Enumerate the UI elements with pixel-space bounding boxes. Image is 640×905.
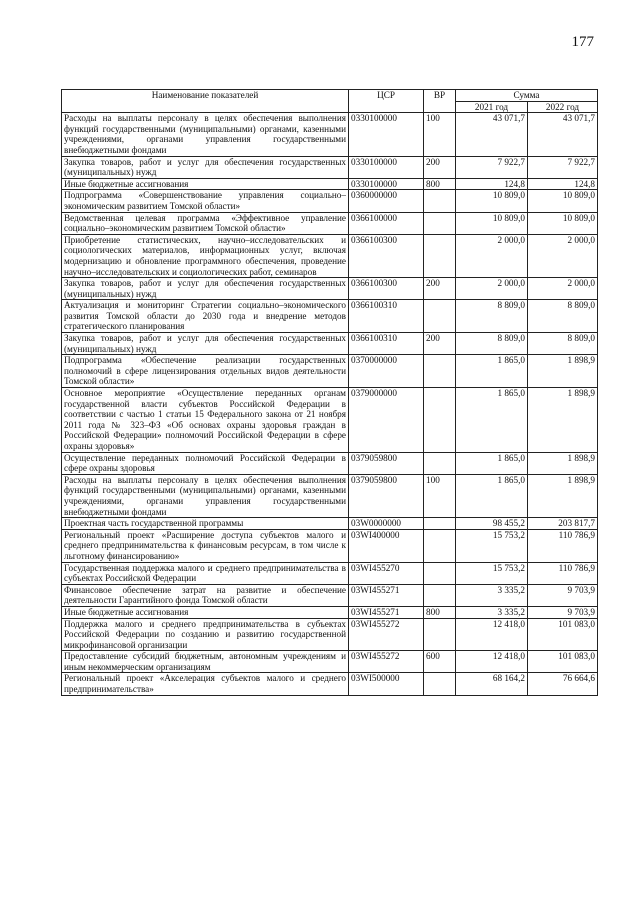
cell-sum-2022: 10 809,0 xyxy=(528,212,598,234)
cell-sum-2022: 9 703,9 xyxy=(528,606,598,618)
cell-vr: 200 xyxy=(424,278,456,300)
table-body xyxy=(62,113,598,695)
cell-csr: 03W0000000 xyxy=(349,518,424,530)
table-row xyxy=(62,234,598,277)
table-row xyxy=(62,529,598,562)
table-row xyxy=(62,113,598,156)
cell-sum-2022: 2 000,0 xyxy=(528,278,598,300)
cell-sum-2021: 15 753,2 xyxy=(456,529,528,562)
table-row xyxy=(62,212,598,234)
cell-sum-2022: 1 898,9 xyxy=(528,474,598,517)
cell-csr: 03WI455271 xyxy=(349,584,424,606)
page-number: 177 xyxy=(571,34,594,50)
cell-csr: 03WI455272 xyxy=(349,651,424,673)
table-row xyxy=(62,452,598,474)
table-header-row xyxy=(62,90,598,102)
column-header-2021: 2021 год xyxy=(456,101,528,113)
cell-csr: 0370000000 xyxy=(349,355,424,388)
cell-sum-2022: 8 809,0 xyxy=(528,333,598,355)
cell-sum-2022: 1 898,9 xyxy=(528,452,598,474)
table-row xyxy=(62,388,598,453)
table-row xyxy=(62,651,598,673)
cell-sum-2022: 203 817,7 xyxy=(528,518,598,530)
table-row xyxy=(62,474,598,517)
cell-csr: 0366100000 xyxy=(349,212,424,234)
cell-name: Закупка товаров, работ и услуг для обеспечения государственных (муниципальных) нужд xyxy=(62,278,349,300)
cell-name: Основное мероприятие «Осуществление переданных органам государственной власти субъектов Российской Федерации в соответствии с частью 1 статьи 15 Федерального закона от 21 ноября 2011 года № 323–ФЗ «Об основах охраны здоровья граждан в Российской Федерации» полномочий Российской Федерации в сфере охраны здоровья» xyxy=(62,388,349,453)
cell-vr: 800 xyxy=(424,178,456,190)
table-row xyxy=(62,178,598,190)
cell-name: Расходы на выплаты персоналу в целях обеспечения выполнения функций государственными (муниципальными) органами, казенными учреждениями, органами управления государственными внебюджетными фондами xyxy=(62,474,349,517)
column-header-2022: 2022 год xyxy=(528,101,598,113)
cell-sum-2021: 12 418,0 xyxy=(456,651,528,673)
table-row xyxy=(62,562,598,584)
budget-table xyxy=(61,89,598,696)
cell-name: Региональный проект «Акселерация субъектов малого и среднего предпринимательства» xyxy=(62,673,349,695)
cell-name: Приобретение статистических, научно–исследовательских и социологических материалов, информационных услуг, включая модернизацию и обновление программного обеспечения, проведение научно–исследовательских и социологических работ, семинаров xyxy=(62,234,349,277)
cell-name: Государственная поддержка малого и среднего предпринимательства в субъектах Российской Федерации xyxy=(62,562,349,584)
cell-csr: 03WI400000 xyxy=(349,529,424,562)
cell-sum-2022: 1 898,9 xyxy=(528,355,598,388)
cell-sum-2021: 2 000,0 xyxy=(456,234,528,277)
cell-csr: 0366100310 xyxy=(349,333,424,355)
cell-sum-2021: 2 000,0 xyxy=(456,278,528,300)
cell-vr xyxy=(424,355,456,388)
cell-name: Расходы на выплаты персоналу в целях обеспечения выполнения функций государственными (муниципальными) органами, казенными учреждениями, органами управления государственными внебюджетными фондами xyxy=(62,113,349,156)
table-row xyxy=(62,278,598,300)
cell-vr: 800 xyxy=(424,606,456,618)
cell-sum-2022: 110 786,9 xyxy=(528,529,598,562)
cell-name: Региональный проект «Расширение доступа субъектов малого и среднего предпринимательства к финансовым ресурсам, в том числе к льготному финансированию» xyxy=(62,529,349,562)
cell-vr xyxy=(424,452,456,474)
cell-vr: 200 xyxy=(424,333,456,355)
cell-sum-2021: 1 865,0 xyxy=(456,355,528,388)
cell-name: Подпрограмма «Совершенствование управления социально–экономическим развитием Томской области» xyxy=(62,190,349,212)
cell-sum-2022: 10 809,0 xyxy=(528,190,598,212)
cell-csr: 0379059800 xyxy=(349,474,424,517)
cell-name: Предоставление субсидий бюджетным, автономным учреждениям и иным некоммерческим организациям xyxy=(62,651,349,673)
cell-sum-2022: 101 083,0 xyxy=(528,651,598,673)
cell-vr xyxy=(424,190,456,212)
cell-sum-2021: 7 922,7 xyxy=(456,156,528,178)
cell-name: Подпрограмма «Обеспечение реализации государственных полномочий в сфере лицензирования отдельных видов деятельности Томской области» xyxy=(62,355,349,388)
table-row xyxy=(62,355,598,388)
cell-vr xyxy=(424,388,456,453)
cell-vr xyxy=(424,562,456,584)
table-row xyxy=(62,518,598,530)
cell-csr: 0330100000 xyxy=(349,156,424,178)
cell-sum-2022: 101 083,0 xyxy=(528,618,598,651)
cell-sum-2022: 2 000,0 xyxy=(528,234,598,277)
cell-sum-2021: 3 335,2 xyxy=(456,584,528,606)
cell-sum-2021: 68 164,2 xyxy=(456,673,528,695)
cell-sum-2021: 1 865,0 xyxy=(456,452,528,474)
cell-sum-2022: 1 898,9 xyxy=(528,388,598,453)
cell-sum-2021: 3 335,2 xyxy=(456,606,528,618)
cell-name: Иные бюджетные ассигнования xyxy=(62,178,349,190)
table-row xyxy=(62,618,598,651)
cell-sum-2022: 124,8 xyxy=(528,178,598,190)
cell-sum-2022: 8 809,0 xyxy=(528,300,598,333)
cell-name: Иные бюджетные ассигнования xyxy=(62,606,349,618)
table-row xyxy=(62,190,598,212)
cell-csr: 03WI500000 xyxy=(349,673,424,695)
cell-name: Финансовое обеспечение затрат на развитие и обеспечение деятельности Гарантийного фонда Томской области xyxy=(62,584,349,606)
cell-sum-2022: 110 786,9 xyxy=(528,562,598,584)
cell-vr xyxy=(424,212,456,234)
cell-name: Поддержка малого и среднего предпринимательства в субъектах Российской Федерации по созданию и развитию государственной микрофинансовой организации xyxy=(62,618,349,651)
column-header-csr: ЦСР xyxy=(349,90,424,113)
cell-csr: 0366100300 xyxy=(349,234,424,277)
column-header-vr: ВР xyxy=(424,90,456,113)
cell-vr: 600 xyxy=(424,651,456,673)
cell-csr: 0379059800 xyxy=(349,452,424,474)
cell-vr xyxy=(424,234,456,277)
cell-csr: 03WI455271 xyxy=(349,606,424,618)
cell-csr: 0366100310 xyxy=(349,300,424,333)
cell-sum-2021: 12 418,0 xyxy=(456,618,528,651)
cell-sum-2022: 9 703,9 xyxy=(528,584,598,606)
cell-vr xyxy=(424,518,456,530)
cell-sum-2021: 1 865,0 xyxy=(456,474,528,517)
cell-vr: 100 xyxy=(424,474,456,517)
cell-name: Закупка товаров, работ и услуг для обеспечения государственных (муниципальных) нужд xyxy=(62,333,349,355)
table-row xyxy=(62,673,598,695)
cell-vr xyxy=(424,673,456,695)
column-header-name: Наименование показателей xyxy=(62,90,349,113)
cell-sum-2021: 10 809,0 xyxy=(456,212,528,234)
cell-vr: 200 xyxy=(424,156,456,178)
cell-sum-2021: 1 865,0 xyxy=(456,388,528,453)
cell-csr: 0379000000 xyxy=(349,388,424,453)
table-row xyxy=(62,333,598,355)
table-row xyxy=(62,606,598,618)
cell-sum-2022: 43 071,7 xyxy=(528,113,598,156)
cell-vr: 100 xyxy=(424,113,456,156)
cell-name: Проектная часть государственной программы xyxy=(62,518,349,530)
cell-csr: 03WI455272 xyxy=(349,618,424,651)
cell-sum-2021: 124,8 xyxy=(456,178,528,190)
cell-name: Закупка товаров, работ и услуг для обеспечения государственных (муниципальных) нужд xyxy=(62,156,349,178)
cell-vr xyxy=(424,618,456,651)
cell-name: Осуществление переданных полномочий Российской Федерации в сфере охраны здоровья xyxy=(62,452,349,474)
cell-csr: 0330100000 xyxy=(349,178,424,190)
cell-sum-2021: 98 455,2 xyxy=(456,518,528,530)
cell-sum-2021: 15 753,2 xyxy=(456,562,528,584)
table-row xyxy=(62,300,598,333)
cell-sum-2022: 76 664,6 xyxy=(528,673,598,695)
column-header-sum: Сумма xyxy=(456,90,598,102)
cell-csr: 0360000000 xyxy=(349,190,424,212)
cell-csr: 0366100300 xyxy=(349,278,424,300)
cell-vr xyxy=(424,300,456,333)
table-row xyxy=(62,156,598,178)
cell-vr xyxy=(424,584,456,606)
cell-name: Ведомственная целевая программа «Эффективное управление социально–экономическим развитием Томской области» xyxy=(62,212,349,234)
cell-sum-2021: 43 071,7 xyxy=(456,113,528,156)
cell-csr: 03WI455270 xyxy=(349,562,424,584)
cell-sum-2021: 8 809,0 xyxy=(456,300,528,333)
cell-name: Актуализация и мониторинг Стратегии социально–экономического развития Томской области до 2030 года и внедрение методов стратегического планирования xyxy=(62,300,349,333)
cell-csr: 0330100000 xyxy=(349,113,424,156)
cell-sum-2022: 7 922,7 xyxy=(528,156,598,178)
cell-sum-2021: 10 809,0 xyxy=(456,190,528,212)
table-row xyxy=(62,584,598,606)
cell-sum-2021: 8 809,0 xyxy=(456,333,528,355)
cell-vr xyxy=(424,529,456,562)
